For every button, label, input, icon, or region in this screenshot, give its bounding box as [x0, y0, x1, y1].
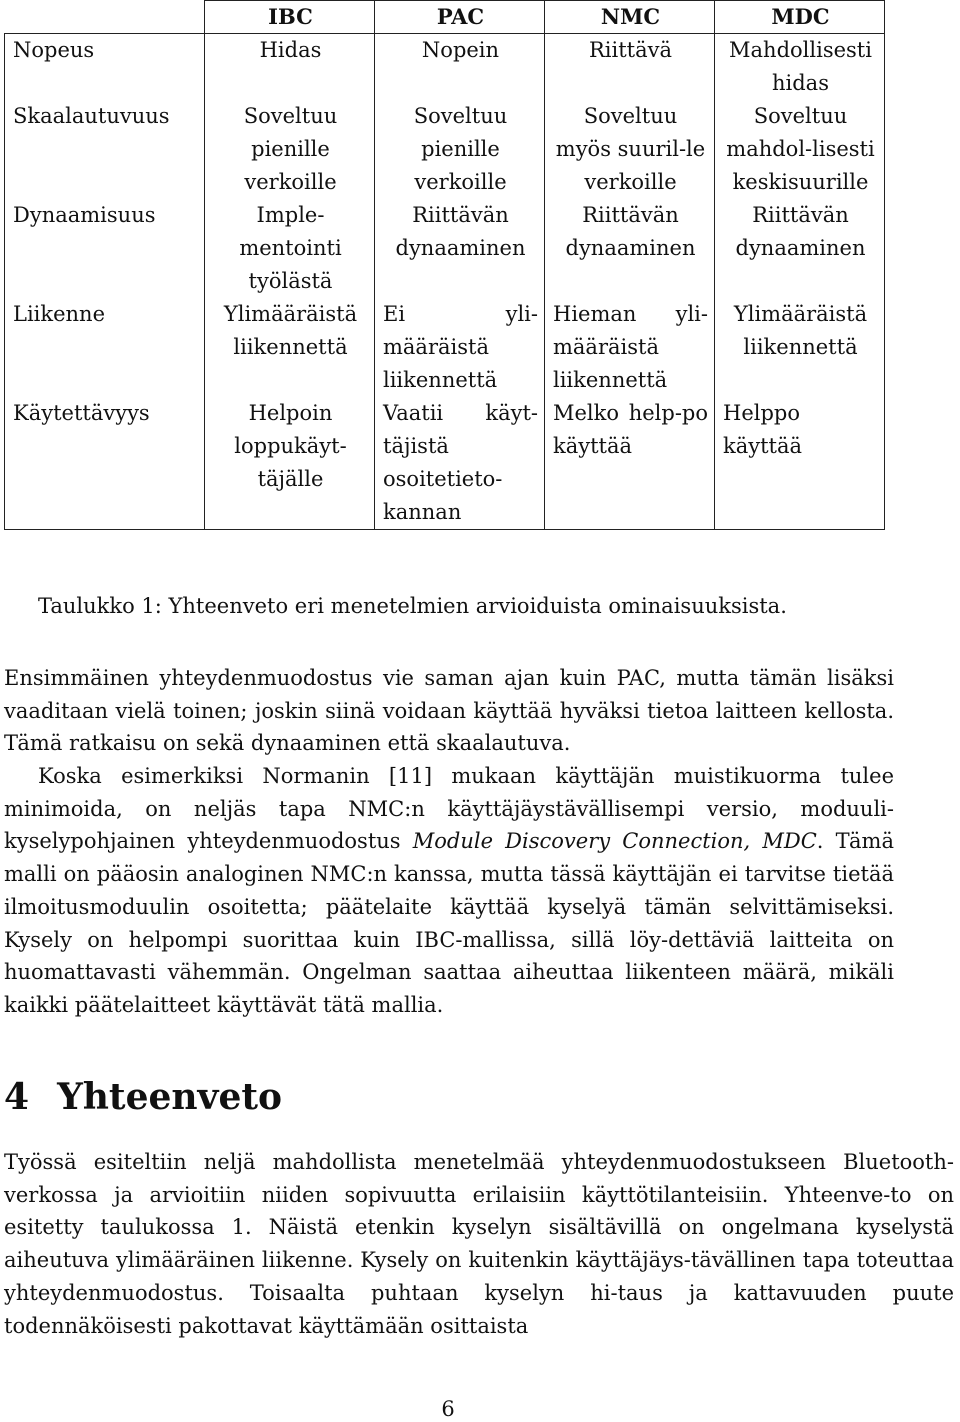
page-number: 6: [441, 1397, 455, 1421]
table-cell: Soveltuu myös suuril-le verkoille: [545, 100, 715, 199]
table-row: [5, 199, 885, 298]
header-ibc: IBC: [205, 1, 375, 34]
paragraph-2-text-before: Koska esimerkiksi Normanin [11] mukaan käyttäjän muistikuorma tulee minimoida, on neljäs tapa NMC:n käyttäjäystävällisempi versio, moduuli-kyselypohjainen yhteydenmuodostus: [4, 764, 894, 854]
row-label: Skaalautuvuus: [5, 100, 205, 199]
header-empty-cell: [5, 1, 205, 34]
header-nmc: NMC: [545, 1, 715, 34]
row-label: Liikenne: [5, 298, 205, 397]
table-cell: Soveltuu pienille verkoille: [205, 100, 375, 199]
row-label: Nopeus: [5, 34, 205, 101]
section-title: Yhteenveto: [57, 1076, 283, 1118]
paragraph-3: Työssä esiteltiin neljä mahdollista menetelmää yhteydenmuodostukseen Bluetooth-verkossa ja arvioitiin niiden sopivuutta erilaisiin käyttötilanteisiin. Yhteenve-to on esitetty taulukossa 1. Näistä etenkin kyselyn sisältävillä on ongelmana kyselystä aiheutuva ylimääräinen liikenne. Kysely on kuitenkin käyttäjäys-tävällinen tapa toteuttaa yhteydenmuodostus. Toisaalta puhtaan kyselyn hi-taus ja kattavuuden puute todennäköisesti pakottavat käyttämään osittaista: [4, 1150, 954, 1338]
table-row: [5, 100, 885, 199]
comparison-table: [4, 0, 885, 530]
paragraph-2: [4, 760, 894, 1022]
table-header-row: [5, 1, 885, 34]
comparison-table-wrapper: [4, 0, 884, 530]
table-cell: Riittävän dynaaminen: [375, 199, 545, 298]
table-cell: Riittävän dynaaminen: [545, 199, 715, 298]
table-cell: Ylimääräistä liikennettä: [715, 298, 885, 397]
row-label: Käytettävyys: [5, 397, 205, 530]
table-cell: Riittävä: [545, 34, 715, 101]
table-cell: Riittävän dynaaminen: [715, 199, 885, 298]
table-cell: Mahdollisesti hidas: [715, 34, 885, 101]
table-cell: Melko help-po käyttää: [545, 397, 715, 530]
table-cell: Soveltuu pienille verkoille: [375, 100, 545, 199]
table-cell: Nopein: [375, 34, 545, 101]
header-mdc: MDC: [715, 1, 885, 34]
table-cell: Hidas: [205, 34, 375, 101]
paragraph-1: Ensimmäinen yhteydenmuodostus vie saman ajan kuin PAC, mutta tämän lisäksi vaaditaan vielä toinen; joskin siinä voidaan käyttää hyväksi tietoa laitteen kellosta. Tämä ratkaisu on sekä dynaaminen että skaalautuva.: [4, 666, 894, 756]
table-row: [5, 397, 885, 530]
mdc-term: Module Discovery Connection, MDC: [412, 829, 817, 854]
section-number: 4: [4, 1076, 30, 1118]
table-cell: Ei yli-määräistä liikennettä: [375, 298, 545, 397]
header-pac: PAC: [375, 1, 545, 34]
table-row: [5, 34, 885, 101]
table-cell: Soveltuu mahdol-lisesti keskisuurille: [715, 100, 885, 199]
table-cell: Vaatii käyt-täjistä osoitetieto-kannan: [375, 397, 545, 530]
row-label: Dynaamisuus: [5, 199, 205, 298]
table-cell: Imple-mentointi työlästä: [205, 199, 375, 298]
table-caption: Taulukko 1: Yhteenveto eri menetelmien arvioiduista ominaisuuksista.: [38, 594, 787, 618]
table-cell: Helppo käyttää: [715, 397, 885, 530]
table-cell: Ylimääräistä liikennettä: [205, 298, 375, 397]
table-cell: Helpoin loppukäyt-täjälle: [205, 397, 375, 530]
table-row: [5, 298, 885, 397]
table-cell: Hieman yli-määräistä liikennettä: [545, 298, 715, 397]
paragraph-2-text-after: . Tämä malli on pääosin analoginen NMC:n kanssa, mutta tässä käyttäjän ei tarvitse tietää ilmoitusmoduulin osoitetta; päätelaite käyttää kyselyä tämän selvittämiseksi. Kysely on helpompi suorittaa kuin IBC-mallissa, sillä löy-dettäviä laitteita on huomattavasti vähemmän. Ongelman saattaa aiheuttaa liikenteen määrä, mikäli kaikki päätelaitteet käyttävät tätä mallia.: [4, 829, 894, 1017]
section-heading: [4, 1075, 282, 1119]
